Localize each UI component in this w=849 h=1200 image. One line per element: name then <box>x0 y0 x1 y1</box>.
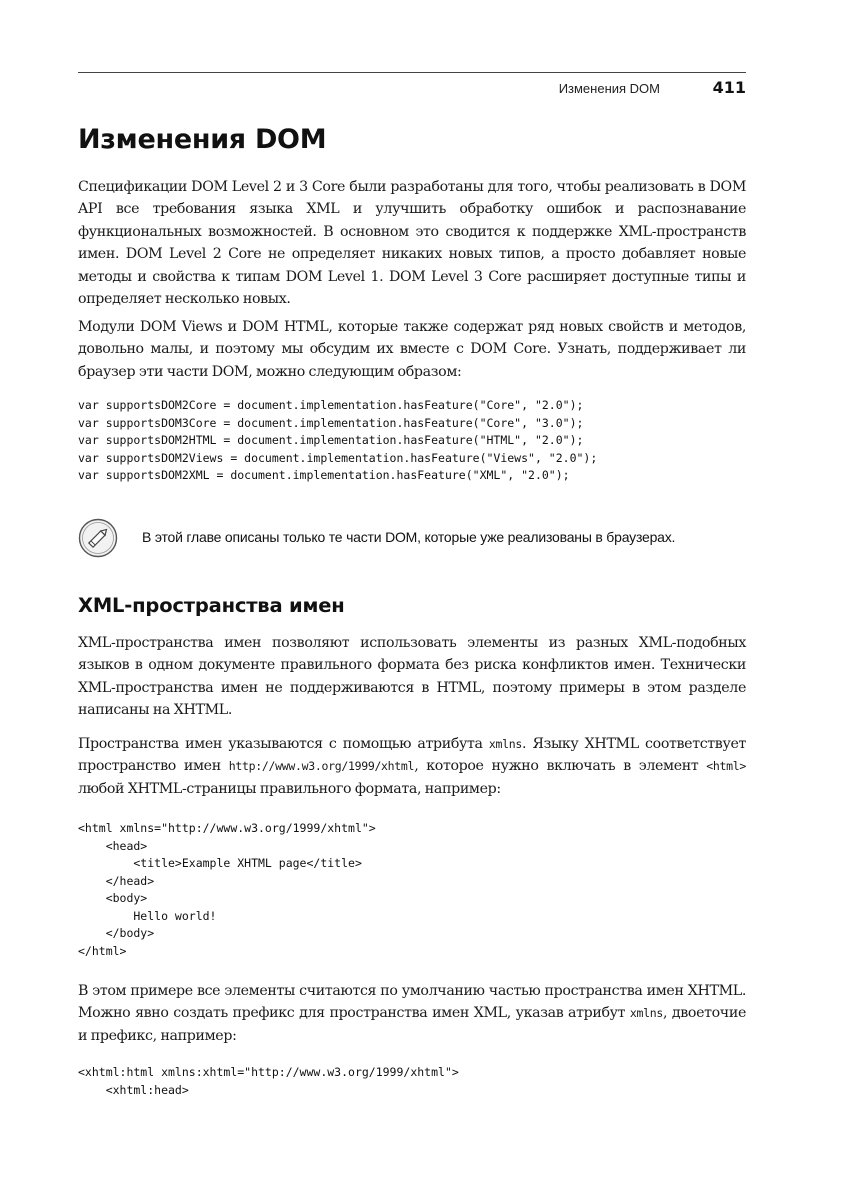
intro-paragraph-1: Спецификации DOM Level 2 и 3 Core были разработаны для того, чтобы реализовать в DOM API все требования языка XML и улучшить обработку ошибок и распознавание функциональных возможностей. В основном это сводится к поддержке XML-пространств имен. DOM Level 2 Core не определяет никаких новых типов, а просто добавляет новые методы и свойства к типам DOM Level 1. DOM Level 3 Core расширяет доступные типы и определяет несколько новых. <box>78 179 746 308</box>
ns-paragraph-1: XML-пространства имен позволяют использовать элементы из разных XML-подобных языков в одном документе правильного формата без риска конфликтов имен. Технически XML-пространства имен не поддерживаются в HTML, поэтому примеры в этом разделе написаны на XHTML. <box>78 635 746 719</box>
ns-paragraph-3-text-b: , двоеточие и префикс, например: <box>78 1005 746 1044</box>
running-header <box>78 72 746 97</box>
page-number: 411 <box>712 78 746 97</box>
ns-paragraph-2-text-b: . Языку XHTML соответствует пространство имен <box>78 736 746 775</box>
ns-paragraph-2-text-a: Пространства имен указываются с помощью атрибута <box>78 736 489 752</box>
code-block-xhtml-example: <html xmlns="http://www.w3.org/1999/xhtml"> <head> <title>Example XHTML page</title> </head> <body> Hello world! </body> </html> <box>78 821 376 958</box>
ns-paragraph-2-text-c: , которое нужно включать в элемент <box>414 758 707 775</box>
running-header-section: Изменения DOM <box>558 81 660 96</box>
intro-paragraph-2: Модули DOM Views и DOM HTML, которые также содержат ряд новых свойств и методов, довольно малы, и поэтому мы обсудим их вместе с DOM Core. Узнать, поддерживает ли браузер эти части DOM, можно следующим образом: <box>78 319 746 380</box>
section-heading: XML-пространства имен <box>78 594 345 617</box>
ns-paragraph-3 <box>78 980 746 1047</box>
inline-code-namespace-uri: http://www.w3.org/1999/xhtml <box>228 759 415 774</box>
chapter-heading: Изменения DOM <box>78 124 327 155</box>
inline-code-xmlns-2: xmlns <box>629 1006 663 1021</box>
ns-paragraph-2 <box>78 733 746 800</box>
ns-paragraph-3-text-a: В этом примере все элементы считаются по умолчанию частью пространства имен XHTML. Можно явно создать префикс для пространства имен XML, указав атрибут <box>78 983 746 1022</box>
note-box <box>78 518 746 558</box>
code-block-feature-detection: var supportsDOM2Core = document.implementation.hasFeature("Core", "2.0"); var supportsDOM3Core = document.implementation.hasFeature("Core", "3.0"); var supportsDOM2HTML = document.implementation.hasFeature("HTML", "2.0"); var supportsDOM2Views = document.implementation.hasFeature("Views", "2.0"); var supportsDOM2XML = document.implementation.hasFeature("XML", "2.0"); <box>78 398 598 482</box>
code-block-prefixed-example: <xhtml:html xmlns:xhtml="http://www.w3.org/1999/xhtml"> <xhtml:head> <box>78 1065 459 1097</box>
pencil-icon <box>78 518 118 558</box>
note-text: В этой главе описаны только те части DOM, которые уже реализованы в браузерах. <box>142 529 676 545</box>
inline-code-html-tag: <html> <box>706 759 746 774</box>
inline-code-xmlns: xmlns <box>488 737 523 751</box>
ns-paragraph-2-text-d: любой XHTML-страницы правильного формата, например: <box>78 780 501 797</box>
